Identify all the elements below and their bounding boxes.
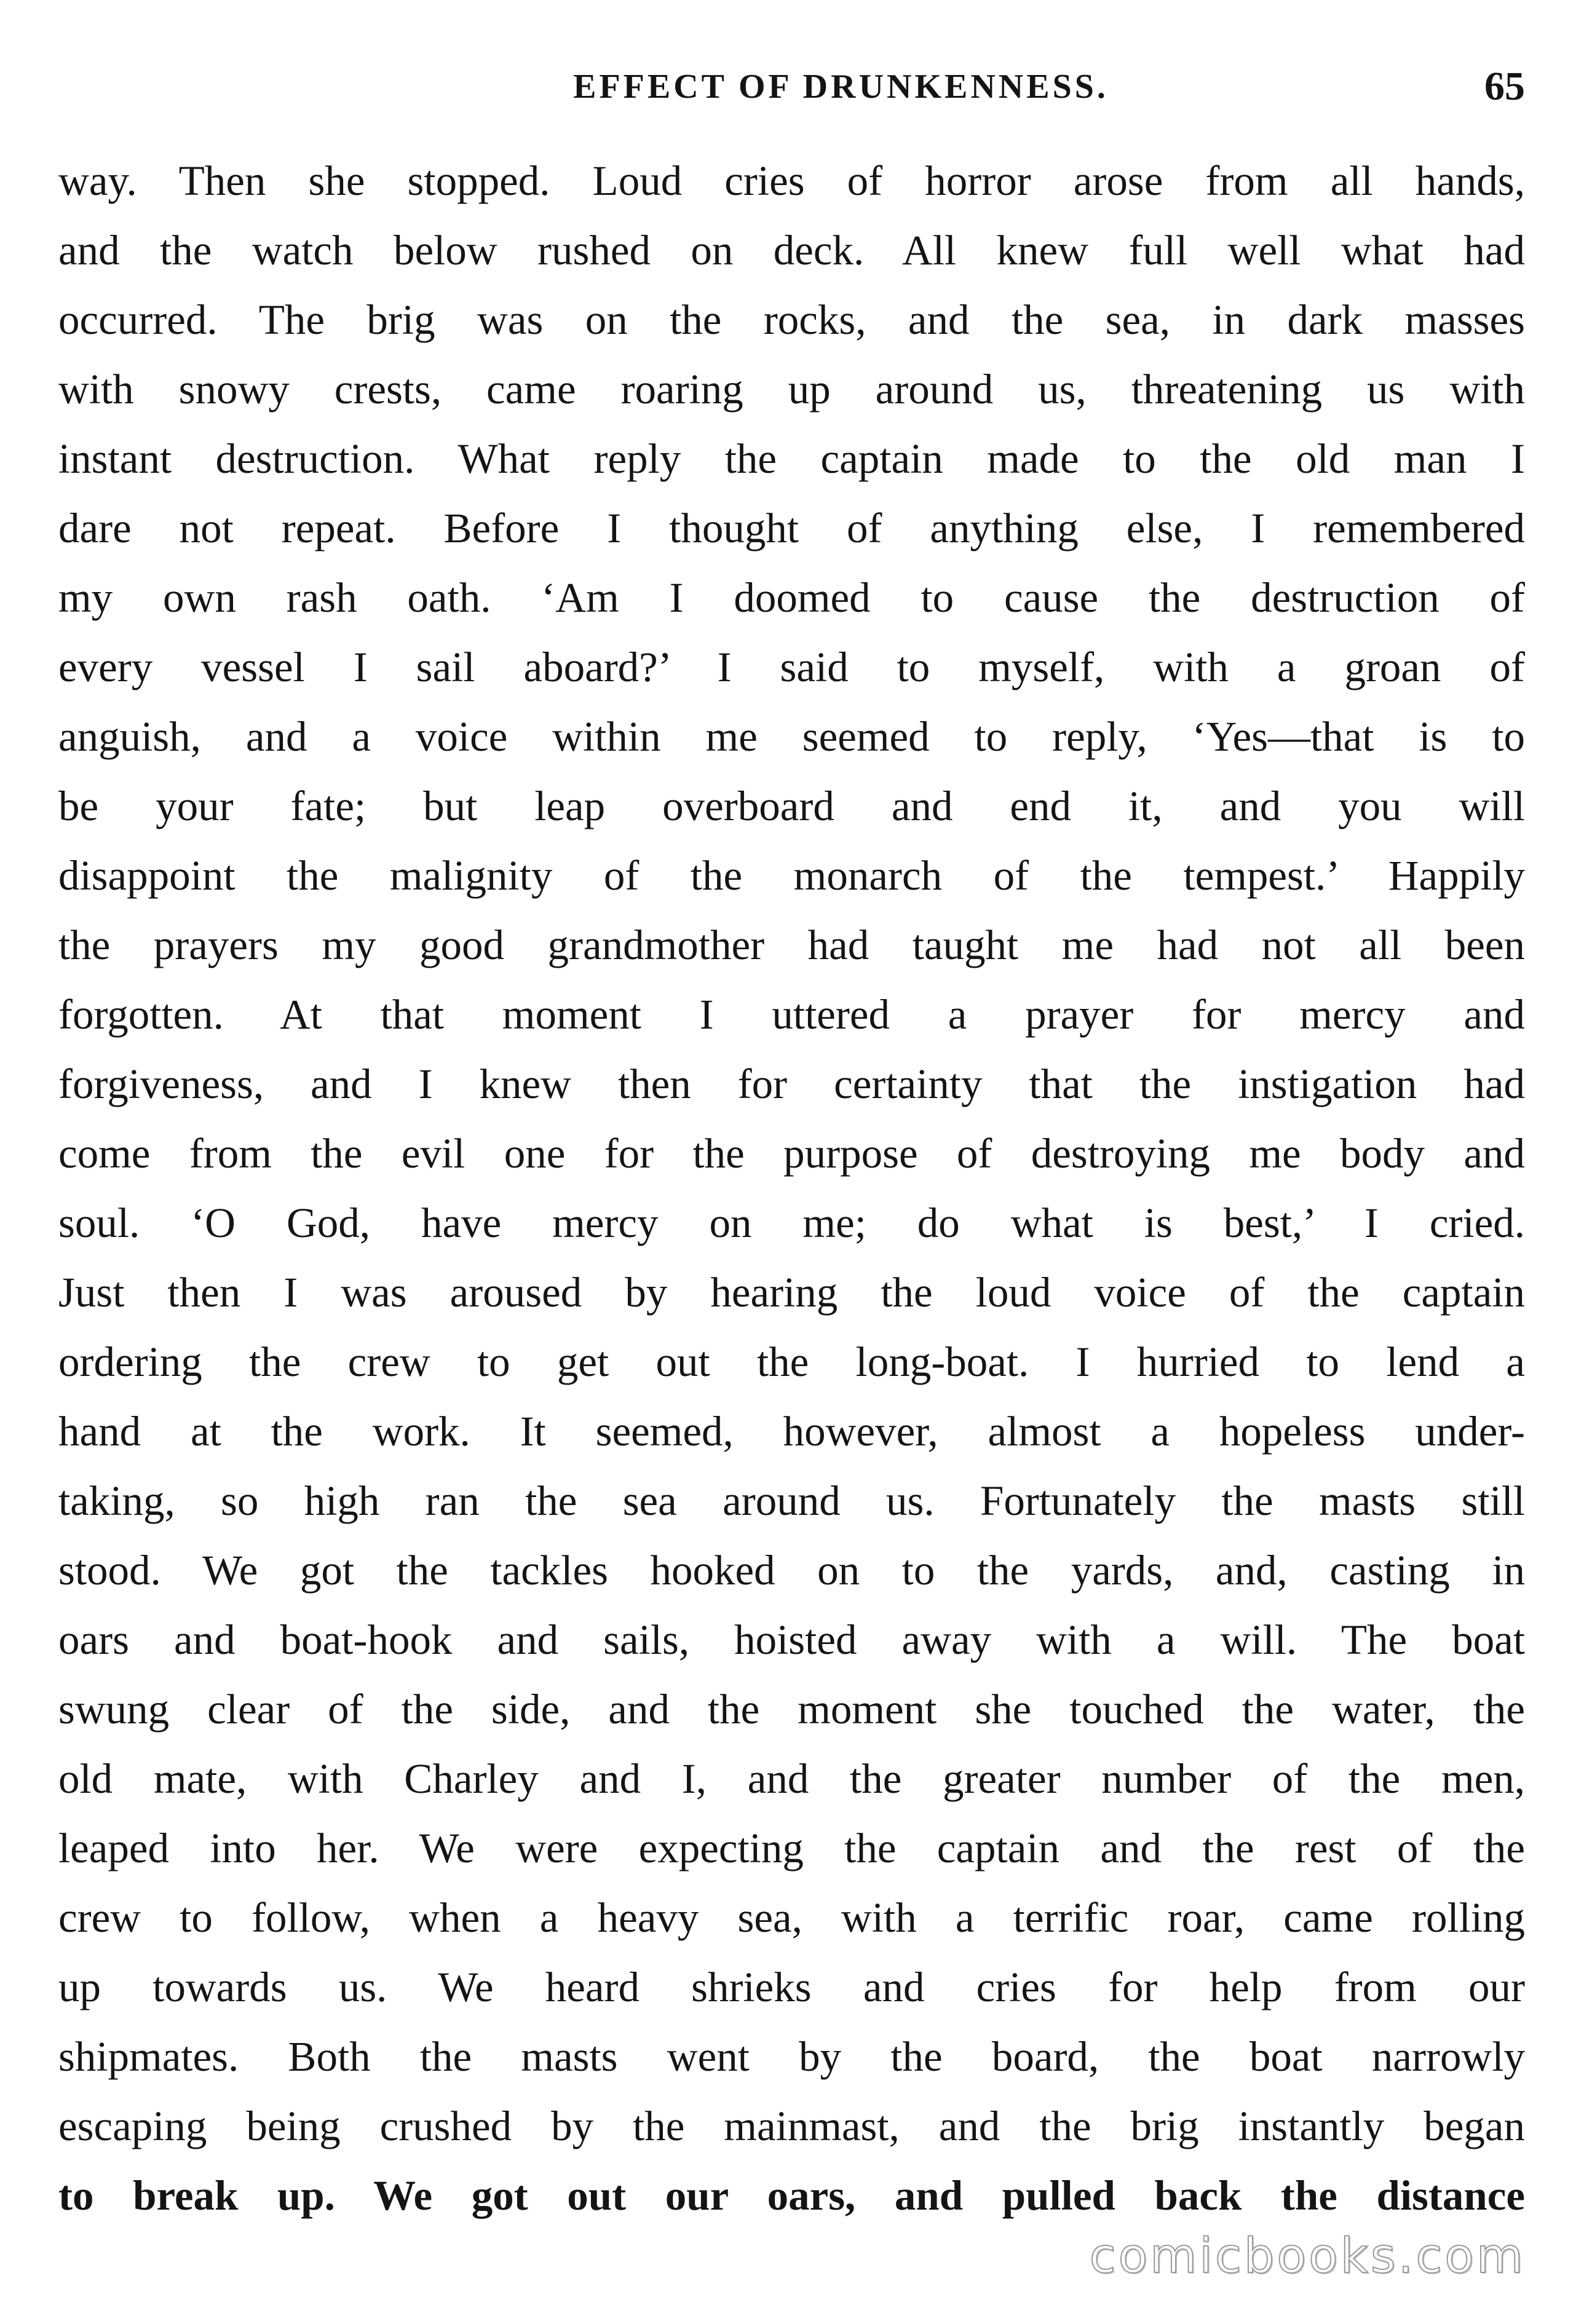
text-line: be your fate; but leap overboard and end it, and you will [58, 783, 1525, 829]
text-line: with snowy crests, came roaring up around us, threatening us with [58, 366, 1525, 413]
text-line: swung clear of the side, and the moment she touched the water, the [58, 1686, 1525, 1733]
text-line: my own rash oath. ‘Am I doomed to cause the destruction of [58, 574, 1525, 621]
text-line: oars and boat-hook and sails, hoisted away with a will. The boat [58, 1616, 1525, 1663]
text-line: anguish, and a voice within me seemed to reply, ‘Yes—that is to [58, 713, 1525, 760]
text-line: come from the evil one for the purpose of destroying me body and [58, 1130, 1525, 1177]
text-line: instant destruction. What reply the captain made to the old man I [58, 435, 1525, 482]
text-line: taking, so high ran the sea around us. Fortunately the masts still [58, 1477, 1525, 1524]
text-line: Just then I was aroused by hearing the loud voice of the captain [58, 1269, 1525, 1316]
running-title: EFFECT OF DRUNKENNESS. [573, 68, 1109, 106]
watermark: comicbooks.com [1089, 2229, 1526, 2284]
running-head [58, 59, 1525, 114]
text-line: and the watch below rushed on deck. All knew full well what had [58, 227, 1525, 274]
page-number: 65 [1484, 64, 1525, 109]
text-line: every vessel I sail aboard?’ I said to myself, with a groan of [58, 644, 1525, 690]
text-line: occurred. The brig was on the rocks, and the sea, in dark masses [58, 296, 1525, 343]
text-line: up towards us. We heard shrieks and cries for help from our [58, 1964, 1525, 2010]
text-line: way. Then she stopped. Loud cries of horror arose from all hands, [58, 157, 1525, 204]
text-line: escaping being crushed by the mainmast, and the brig instantly began [58, 2103, 1525, 2149]
text-line: ordering the crew to get out the long-boat. I hurried to lend a [58, 1338, 1525, 1385]
text-line: soul. ‘O God, have mercy on me; do what is best,’ I cried. [58, 1200, 1525, 1246]
text-line: shipmates. Both the masts went by the board, the boat narrowly [58, 2033, 1525, 2080]
text-line: the prayers my good grandmother had taught me had not all been [58, 922, 1525, 968]
text-line: stood. We got the tackles hooked on to the yards, and, casting in [58, 1547, 1525, 1594]
text-line: forgotten. At that moment I uttered a prayer for mercy and [58, 991, 1525, 1038]
text-line: hand at the work. It seemed, however, almost a hopeless under- [58, 1408, 1525, 1455]
text-line: old mate, with Charley and I, and the greater number of the men, [58, 1755, 1525, 1802]
text-line: leaped into her. We were expecting the captain and the rest of the [58, 1825, 1525, 1871]
text-line: to break up. We got out our oars, and pulled back the distance [58, 2172, 1525, 2219]
text-line: dare not repeat. Before I thought of anything else, I remembered [58, 505, 1525, 551]
text-line: crew to follow, when a heavy sea, with a terrific roar, came rolling [58, 1894, 1525, 1941]
body-text [58, 146, 1525, 2231]
text-line: forgiveness, and I knew then for certainty that the instigation had [58, 1061, 1525, 1107]
text-line: disappoint the malignity of the monarch of the tempest.’ Happily [58, 852, 1525, 899]
